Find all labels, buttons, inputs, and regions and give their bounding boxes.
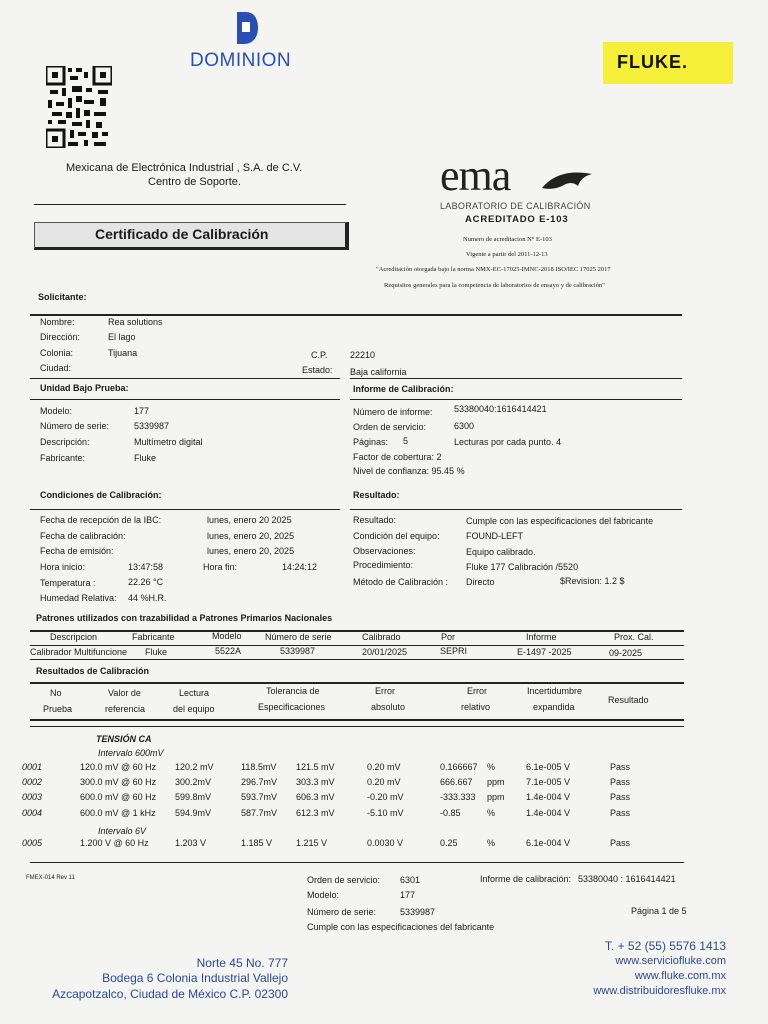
num-informe-label: Número de informe: — [353, 407, 433, 417]
row-3-tmax: 606.3 mV — [296, 792, 335, 802]
humedad-value: 44 %H.R. — [128, 593, 167, 603]
revision-value: $Revision: 1.2 $ — [560, 576, 625, 586]
row-4-tmax: 612.3 mV — [296, 808, 335, 818]
procedimiento-label: Procedimiento: — [353, 560, 414, 570]
footer-informe-label: Informe de calibración: — [480, 874, 572, 884]
metodo-value: Directo — [466, 577, 495, 587]
modelo-value: 177 — [134, 406, 150, 416]
descripcion-label: Descripción: — [40, 437, 90, 447]
fluke-brand: FLUKE. — [617, 52, 688, 72]
condicion-value: FOUND-LEFT — [466, 531, 523, 541]
res-h-especificaciones: Especificaciones — [258, 702, 326, 712]
address-line-1: Norte 45 No. 777 — [196, 956, 288, 970]
ema-vig: Vigente a partir del 2011-12-13 — [466, 251, 548, 258]
row-1-eabs: 0.20 mV — [367, 762, 401, 772]
orden-value: 6300 — [454, 421, 475, 431]
pat-col-proxcal: Prox. Cal. — [614, 632, 654, 642]
row-5-erel: 0.25 — [440, 838, 458, 848]
pat-row-proxcal: 09-2025 — [609, 648, 643, 658]
estado-label: Estado: — [302, 365, 333, 375]
paginas-label: Páginas: — [353, 437, 389, 447]
resultado-heading: Resultado: — [353, 490, 400, 500]
pat-col-informe: Informe — [526, 632, 557, 642]
row-2-tmax: 303.3 mV — [296, 777, 335, 787]
orden-label: Orden de servicio: — [353, 422, 427, 432]
row-4-lect: 594.9mV — [175, 808, 212, 818]
unidad-heading: Unidad Bajo Prueba: — [40, 383, 129, 393]
ema-accr: ACREDITADO E-103 — [465, 214, 569, 225]
hora-fin-label: Hora fin: — [203, 562, 238, 572]
colonia-value: Tijuana — [108, 348, 138, 358]
res-h-error: Error — [375, 686, 395, 696]
row-2-inc: 7.1e-005 V — [526, 777, 571, 787]
footer-informe-value: 53380040 : 1616414421 — [578, 874, 676, 884]
footer-modelo-value: 177 — [400, 890, 416, 900]
ema-num: Numero de acreditacion N° E-103 — [463, 236, 552, 243]
dominion-logo-icon — [232, 10, 260, 46]
pat-col-descripcion: Descripcion — [50, 632, 98, 642]
hora-inicio-label: Hora inicio: — [40, 562, 86, 572]
ema-req: Requisitos generales para la competencia de laboratorios de ensayo y de calibración" — [384, 282, 605, 289]
row-2-no: 0002 — [22, 777, 43, 787]
cert-title: Certificado de Calibración — [95, 226, 269, 242]
paginas-value: 5 — [403, 436, 409, 446]
resultado-value: Cumple con las especificaciones del fabricante — [466, 516, 654, 526]
row-2-erel: 666.667 — [440, 777, 473, 787]
modelo-label: Modelo: — [40, 406, 73, 416]
row-1-unit: % — [487, 762, 496, 772]
solicitante-heading: Solicitante: — [38, 292, 87, 302]
row-2-eabs: 0.20 mV — [367, 777, 401, 787]
row-2-unit: ppm — [487, 777, 505, 787]
res-h-error2: Error — [467, 686, 487, 696]
row-3-lect: 599.8mV — [175, 792, 212, 802]
direccion-label: Dirección: — [40, 332, 81, 342]
patrones-heading: Patrones utilizados con trazabilidad a Patrones Primarios Nacionales — [36, 613, 333, 623]
ema-norma: "Acreditación otorgada bajo la norma NMX-EC-17025-IMNC-2018 ISO/IEC 17025 2017 — [376, 266, 611, 273]
row-2-lect: 300.2mV — [175, 777, 212, 787]
fabricante-value: Fluke — [134, 453, 157, 463]
intervalo-600mv: Intervalo 600mV — [98, 748, 164, 758]
res-h-resultado: Resultado — [608, 695, 649, 705]
pat-col-serie: Número de serie — [265, 632, 332, 642]
cp-label: C.P. — [311, 350, 328, 360]
row-1-tmin: 118.5mV — [241, 762, 277, 772]
temperatura-value: 22.26 °C — [128, 577, 164, 587]
temperatura-label: Temperatura : — [40, 578, 96, 588]
row-4-ref: 600.0 mV @ 1 kHz — [80, 808, 156, 818]
nombre-value: Rea solutions — [108, 317, 163, 327]
ema-logo: ema — [440, 151, 511, 200]
pat-col-calibrado: Calibrado — [362, 632, 401, 642]
nivel-value: Nivel de confianza: 95.45 % — [353, 466, 465, 476]
row-5-tmin: 1.185 V — [241, 838, 273, 848]
metodo-label: Método de Calibración : — [353, 577, 449, 587]
form-code: FMEX-014 Rev 11 — [26, 875, 75, 881]
recepcion-label: Fecha de recepción de la IBC: — [40, 515, 162, 525]
row-1-no: 0001 — [22, 762, 43, 772]
fecha-cal-label: Fecha de calibración: — [40, 531, 126, 541]
res-h-expandida: expandida — [533, 702, 575, 712]
row-5-unit: % — [487, 838, 496, 848]
footer-orden-value: 6301 — [400, 875, 421, 885]
direccion-value: El lago — [108, 332, 136, 342]
res-h-incertidumbre: Incertidumbre — [527, 686, 583, 696]
hora-inicio-value: 13:47:58 — [128, 562, 164, 572]
footer-cumple: Cumple con las especificaciones del fabricante — [307, 922, 495, 932]
row-4-eabs: -5.10 mV — [367, 808, 404, 818]
cp-value: 22210 — [350, 350, 376, 360]
address-line-3: Azcapotzalco, Ciudad de México C.P. 02300 — [52, 987, 288, 1001]
res-h-equipo: del equipo — [173, 704, 215, 714]
res-h-relativo: relativo — [461, 702, 491, 712]
row-3-unit: ppm — [487, 792, 505, 802]
website-1[interactable]: www.serviciofluke.com — [615, 955, 726, 967]
footer-serie-value: 5339987 — [400, 907, 436, 917]
row-1-res: Pass — [610, 762, 631, 772]
res-h-valor: Valor de — [108, 688, 141, 698]
pat-row-calibrado: 20/01/2025 — [362, 647, 408, 657]
intervalo-6v: Intervalo 6V — [98, 826, 147, 836]
row-3-eabs: -0.20 mV — [367, 792, 404, 802]
informe-heading: Informe de Calibración: — [353, 384, 454, 394]
recepcion-value: lunes, enero 20 2025 — [207, 515, 292, 525]
row-5-eabs: 0.0030 V — [367, 838, 404, 848]
footer-serie-label: Número de serie: — [307, 907, 377, 917]
row-5-lect: 1.203 V — [175, 838, 207, 848]
row-5-no: 0005 — [22, 838, 43, 848]
condiciones-heading: Condiciones de Calibración: — [40, 490, 162, 500]
res-h-prueba: Prueba — [43, 704, 73, 714]
company-subtitle: Centro de Soporte. — [148, 176, 241, 188]
condicion-label: Condición del equipo: — [353, 531, 440, 541]
colonia-label: Colonia: — [40, 348, 74, 358]
row-4-tmin: 587.7mV — [241, 808, 278, 818]
row-1-tmax: 121.5 mV — [296, 762, 335, 772]
row-5-ref: 1.200 V @ 60 Hz — [80, 838, 149, 848]
row-4-inc: 1.4e-004 V — [526, 808, 571, 818]
row-5-tmax: 1.215 V — [296, 838, 328, 848]
ciudad-label: Ciudad: — [40, 363, 72, 373]
pat-col-por: Por — [441, 632, 456, 642]
fluke-logo — [603, 42, 733, 84]
row-4-erel: -0.85 — [440, 808, 461, 818]
row-4-no: 0004 — [22, 808, 43, 818]
lecturas-value: Lecturas por cada punto. 4 — [454, 437, 562, 447]
resultados-heading: Resultados de Calibración — [36, 666, 150, 676]
row-3-res: Pass — [610, 792, 631, 802]
emision-value: lunes, enero 20, 2025 — [207, 546, 295, 556]
cert-title-box — [34, 222, 349, 250]
row-5-inc: 6.1e-004 V — [526, 838, 571, 848]
row-1-ref: 120.0 mV @ 60 Hz — [80, 762, 157, 772]
hora-fin-value: 14:24:12 — [282, 562, 318, 572]
row-2-res: Pass — [610, 777, 631, 787]
website-3[interactable]: www.distribuidoresfluke.mx — [593, 985, 726, 997]
footer-orden-label: Orden de servicio: — [307, 875, 381, 885]
row-3-inc: 1.4e-004 V — [526, 792, 571, 802]
emision-label: Fecha de emisión: — [40, 546, 114, 556]
res-h-no: No — [50, 688, 62, 698]
pat-row-fabricante: Fluke — [145, 647, 168, 657]
observaciones-value: Equipo calibrado. — [466, 547, 536, 557]
row-1-lect: 120.2 mV — [175, 762, 214, 772]
page-number: Página 1 de 5 — [631, 906, 687, 916]
qr-code-icon — [46, 66, 112, 148]
row-3-erel: -333.333 — [440, 792, 476, 802]
website-2[interactable]: www.fluke.com.mx — [634, 970, 726, 982]
company-name: Mexicana de Electrónica Industrial , S.A. de C.V. — [66, 162, 303, 174]
serie-value: 5339987 — [134, 421, 170, 431]
pat-row-descripcion: Calibrador Multifuncione — [30, 647, 128, 657]
row-5-res: Pass — [610, 838, 631, 848]
descripcion-value: Multímetro digital — [134, 437, 203, 447]
observaciones-label: Observaciones: — [353, 546, 416, 556]
fecha-cal-value: lunes, enero 20, 2025 — [207, 531, 295, 541]
footer-modelo-label: Modelo: — [307, 890, 340, 900]
tension-ca-label: TENSIÓN CA — [96, 734, 152, 744]
row-2-tmin: 296.7mV — [241, 777, 278, 787]
fabricante-label: Fabricante: — [40, 453, 86, 463]
resultado-label: Resultado: — [353, 515, 397, 525]
ema-lab: LABORATORIO DE CALIBRACIÓN — [440, 201, 591, 211]
row-3-tmin: 593.7mV — [241, 792, 278, 802]
row-3-no: 0003 — [22, 792, 43, 802]
humedad-label: Humedad Relativa: — [40, 593, 117, 603]
procedimiento-value: Fluke 177 Calibración /5520 — [466, 562, 579, 572]
phone: T. + 52 (55) 5576 1413 — [604, 939, 726, 953]
row-2-ref: 300.0 mV @ 60 Hz — [80, 777, 157, 787]
pat-col-modelo: Modelo — [212, 631, 242, 641]
num-informe-value: 53380040:1616414421 — [454, 404, 547, 414]
pat-row-informe: E-1497 -2025 — [517, 647, 572, 657]
factor-value: Factor de cobertura: 2 — [353, 452, 442, 462]
dominion-brand: DOMINION — [190, 50, 292, 71]
serie-label: Número de serie: — [40, 421, 110, 431]
pat-row-modelo: 5522A — [215, 646, 242, 656]
row-3-ref: 600.0 mV @ 60 Hz — [80, 792, 157, 802]
row-4-unit: % — [487, 808, 496, 818]
res-h-lectura: Lectura — [179, 688, 210, 698]
pat-row-por: SEPRI — [440, 646, 468, 656]
res-h-referencia: referencia — [105, 704, 146, 714]
res-h-absoluto: absoluto — [371, 702, 406, 712]
pat-col-fabricante: Fabricante — [132, 632, 175, 642]
nombre-label: Nombre: — [40, 317, 75, 327]
pat-row-serie: 5339987 — [280, 646, 316, 656]
row-1-inc: 6.1e-005 V — [526, 762, 571, 772]
address-line-2: Bodega 6 Colonia Industrial Vallejo — [102, 971, 288, 985]
row-1-erel: 0.166667 — [440, 762, 478, 772]
row-4-res: Pass — [610, 808, 631, 818]
res-h-tolerancia: Tolerancia de — [266, 686, 320, 696]
eagle-icon — [540, 166, 594, 196]
estado-value: Baja california — [350, 367, 407, 377]
